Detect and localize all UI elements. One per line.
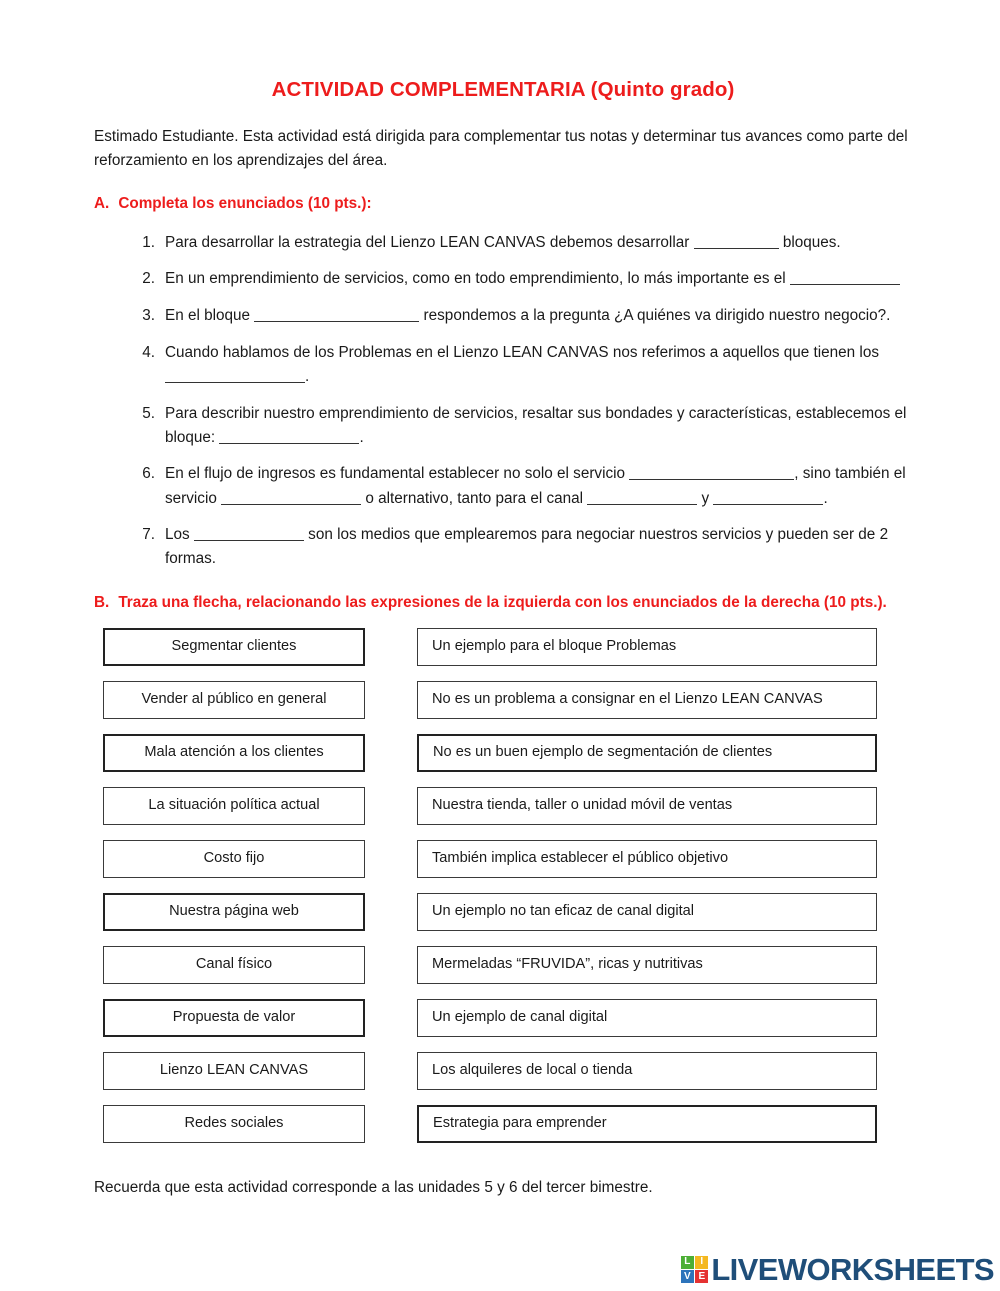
question-text-run: . [359,428,364,446]
question-number: 5. [142,404,155,422]
question-number: 1. [142,233,155,251]
section-a-title: Completa los enunciados (10 pts.): [118,195,372,213]
question-text-run: Para desarrollar la estrategia del Lienzo LEAN CANVAS debemos desarrollar [165,233,694,251]
matching-right-column [417,628,877,1158]
match-left-box[interactable]: Costo fijo [103,840,365,878]
match-left-box[interactable]: Mala atención a los clientes [103,734,365,772]
question-item [94,523,912,571]
question-text-run: . [823,489,828,507]
match-left-box[interactable]: Propuesta de valor [103,999,365,1037]
question-item [94,402,912,450]
section-b-heading [94,593,912,614]
column-spacer [365,628,417,1158]
footer-note: Recuerda que esta actividad corresponde a las unidades 5 y 6 del tercer bimestre. [94,1179,653,1197]
match-right-box[interactable]: No es un problema a consignar en el Lienzo LEAN CANVAS [417,681,877,719]
question-text-run: bloques. [778,233,841,251]
question-text-run: En el flujo de ingresos es fundamental establecer no solo el servicio [165,465,630,483]
section-a-heading [94,194,912,215]
match-right-box[interactable]: Los alquileres de local o tienda [417,1052,877,1090]
question-text-run: . [305,367,310,385]
question-text-run: En un emprendimiento de servicios, como en todo emprendimiento, lo más importante es el [165,270,790,288]
match-right-box[interactable]: También implica establecer el público objetivo [417,840,877,878]
match-left-box[interactable]: Canal físico [103,946,365,984]
question-item [94,462,912,510]
question-text-run: Para describir nuestro emprendimiento de servicios, resaltar sus bondades y características, establecemos el bloque: [165,404,907,446]
answer-blank[interactable] [254,308,419,322]
section-b-letter: B. [94,594,110,612]
question-number: 3. [142,307,155,325]
question-text [165,462,912,510]
match-left-box[interactable]: Segmentar clientes [103,628,365,666]
question-number: 2. [142,270,155,288]
answer-blank[interactable] [587,491,697,505]
question-text-run: respondemos a la pregunta ¿A quiénes va dirigido nuestro negocio?. [419,307,891,325]
logo-wordmark: LIVEWORKSHEETS [711,1252,994,1287]
question-text-run: Los [165,526,194,544]
match-right-box[interactable]: Un ejemplo para el bloque Problemas [417,628,877,666]
question-text [165,341,912,389]
match-right-box[interactable]: Un ejemplo de canal digital [417,999,877,1037]
question-text [165,267,912,291]
question-text-run: son los medios que emplearemos para negociar nuestros servicios y pueden ser de 2 formas. [165,526,889,568]
answer-blank[interactable] [221,491,361,505]
match-right-box[interactable]: No es un buen ejemplo de segmentación de clientes [417,734,877,772]
section-b-title: Traza una flecha, relacionando las expresiones de la izquierda con los enunciados de la derecha (10 pts.). [118,594,887,612]
answer-blank[interactable] [194,527,304,541]
match-left-box[interactable]: Vender al público en general [103,681,365,719]
section-a-letter: A. [94,195,110,213]
matching-left-column [103,628,365,1158]
match-right-box[interactable]: Nuestra tienda, taller o unidad móvil de ventas [417,787,877,825]
question-item [94,231,912,255]
match-left-box[interactable]: Lienzo LEAN CANVAS [103,1052,365,1090]
logo-tile-i-icon: I [695,1256,708,1269]
question-number: 4. [142,343,155,361]
question-text-run: En el bloque [165,307,255,325]
answer-blank[interactable] [790,271,900,285]
match-right-box[interactable]: Estrategia para emprender [417,1105,877,1143]
logo-tile-l-icon: L [681,1256,694,1269]
page-title: ACTIVIDAD COMPLEMENTARIA (Quinto grado) [271,78,735,101]
answer-blank[interactable] [219,430,359,444]
match-left-box[interactable]: La situación política actual [103,787,365,825]
answer-blank[interactable] [165,369,305,383]
answer-blank[interactable] [694,235,779,249]
answer-blank[interactable] [629,466,794,480]
liveworksheets-logo[interactable] [681,1254,994,1285]
match-right-box[interactable]: Un ejemplo no tan eficaz de canal digital [417,893,877,931]
match-left-box[interactable]: Redes sociales [103,1105,365,1143]
question-text [165,304,912,328]
match-left-box[interactable]: Nuestra página web [103,893,365,931]
question-text [165,402,912,450]
question-text-run: , sino también el servicio [165,465,906,507]
match-right-box[interactable]: Mermeladas “FRUVIDA”, ricas y nutritivas [417,946,877,984]
question-item [94,341,912,389]
question-text-run: o alternativo, tanto para el canal [361,489,588,507]
logo-tiles [681,1256,709,1284]
matching-exercise [94,628,912,1158]
question-text-run: Cuando hablamos de los Problemas en el Lienzo LEAN CANVAS nos referimos a aquellos que tienen los [165,343,879,361]
logo-tile-v-icon: V [681,1270,694,1283]
question-number: 6. [142,465,155,483]
question-item [94,304,912,328]
question-text-run: y [697,489,714,507]
question-text [165,231,912,255]
question-item [94,267,912,291]
intro-paragraph: Estimado Estudiante. Esta actividad está dirigida para complementar tus notas y determinar tus avances como parte del reforzamiento en los aprendizajes del área. [94,127,908,170]
question-list [94,231,912,572]
logo-tile-e-icon: E [695,1270,708,1283]
question-number: 7. [142,526,155,544]
question-text [165,523,912,571]
answer-blank[interactable] [713,491,823,505]
